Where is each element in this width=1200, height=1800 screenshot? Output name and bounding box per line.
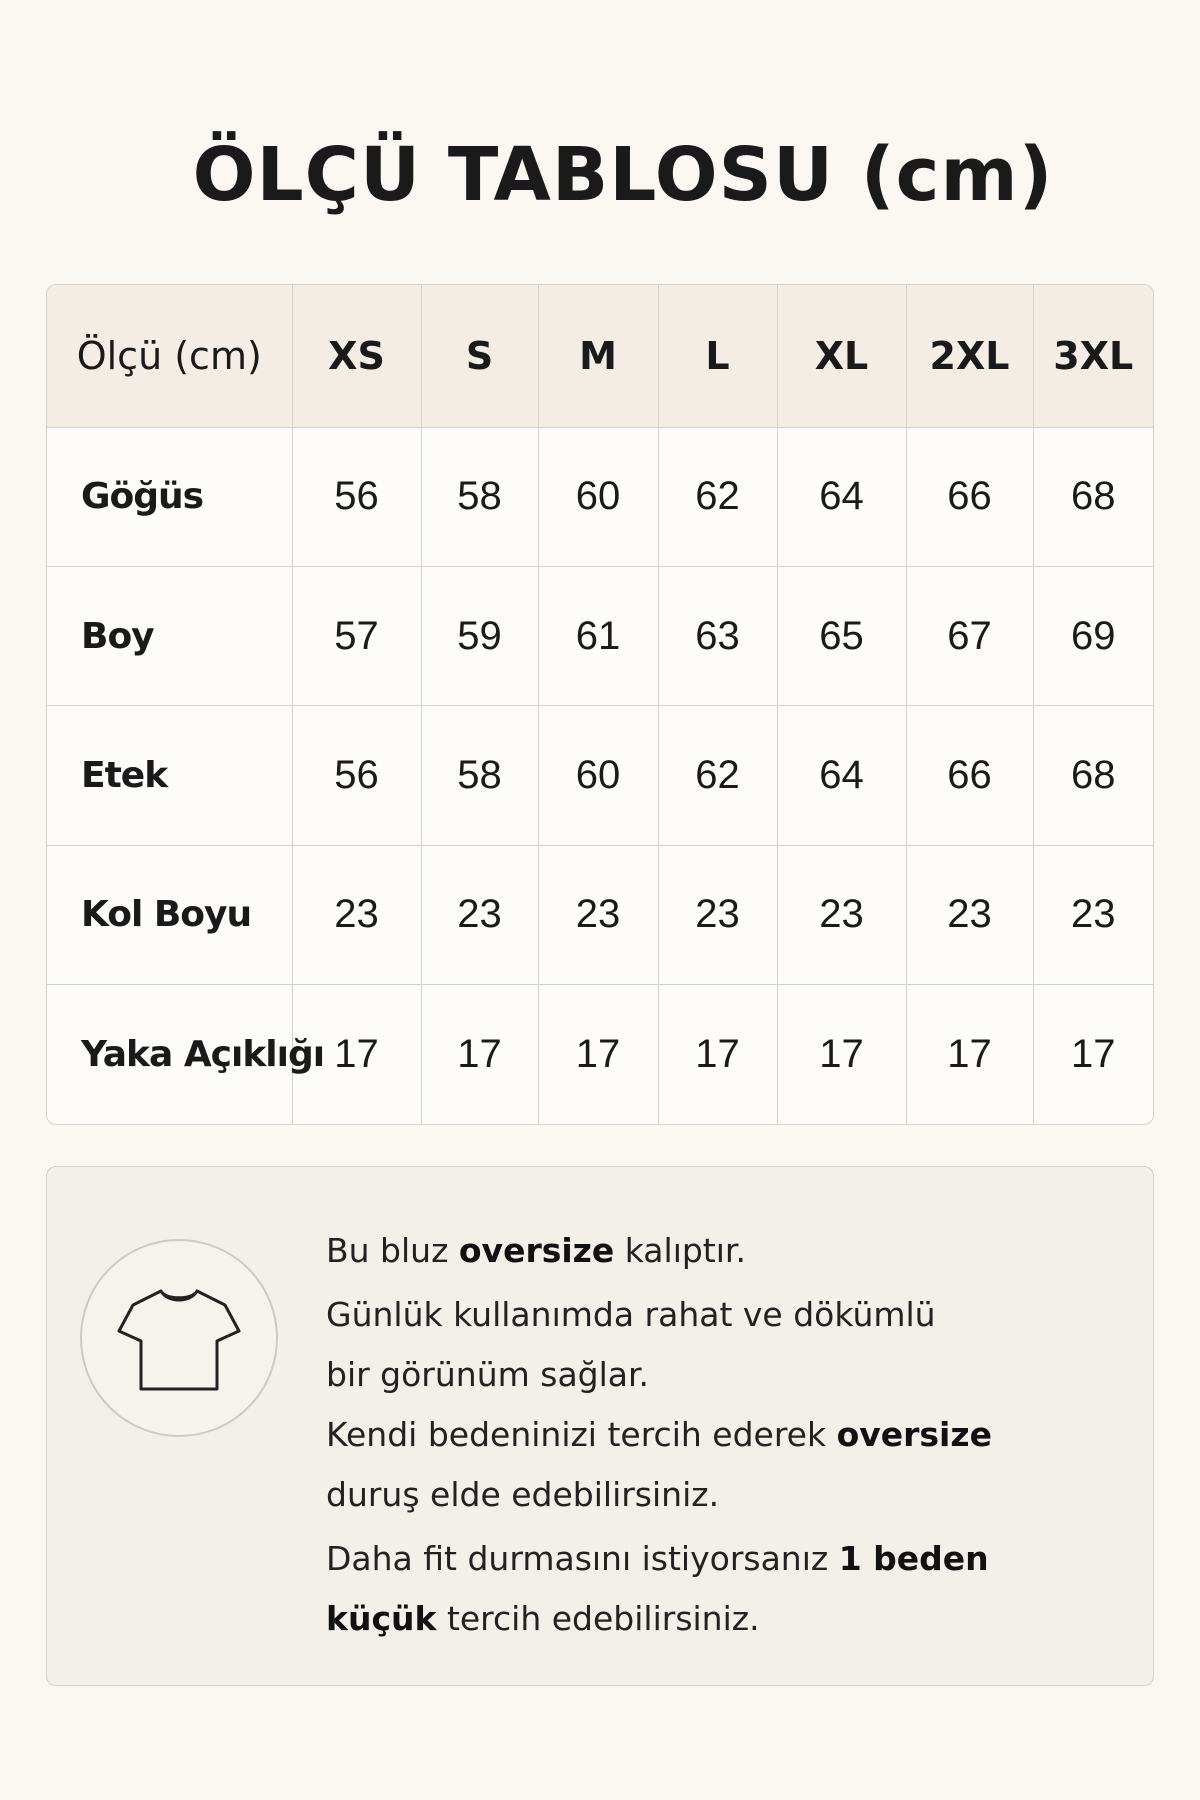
table-cell: 17 [292,985,421,1124]
row-label: Etek [47,706,292,845]
table-cell: 23 [1033,845,1153,984]
table-cell: 63 [658,566,777,705]
table-cell: 23 [538,845,658,984]
icon-badge [80,1239,278,1437]
text-span: tercih edebilirsiniz. [436,1599,760,1638]
table-cell: 17 [538,985,658,1124]
size-table [46,284,1154,1125]
table-cell: 23 [292,845,421,984]
fit-info-box [46,1166,1154,1686]
table-cell: 23 [421,845,538,984]
table-cell: 17 [421,985,538,1124]
fit-description [326,1221,1126,1649]
header-cell-size: M [538,285,658,427]
table-cell: 60 [538,706,658,845]
header-cell-size: L [658,285,777,427]
table-cell: 62 [658,706,777,845]
text-emphasis: oversize [458,1231,615,1270]
table-cell: 58 [421,706,538,845]
table-cell: 57 [292,566,421,705]
header-cell-size: XS [292,285,421,427]
table-cell: 17 [658,985,777,1124]
table-cell: 56 [292,706,421,845]
table-cell: 61 [538,566,658,705]
text-emphasis: oversize [836,1415,992,1454]
tshirt-icon [117,1283,241,1393]
table-cell: 17 [777,985,906,1124]
table-cell: 69 [1033,566,1153,705]
table-cell: 58 [421,427,538,566]
table-cell: 23 [777,845,906,984]
text-span: kalıptır. [614,1231,746,1270]
table-cell: 62 [658,427,777,566]
table-row [47,845,1153,984]
header-cell-size: XL [777,285,906,427]
table-cell: 64 [777,706,906,845]
info-line [326,1345,1126,1405]
header-row [47,285,1153,427]
header-cell-label: Ölçü (cm) [47,285,292,427]
table-cell: 68 [1033,427,1153,566]
text-span: bir görünüm sağlar. [326,1355,650,1394]
info-line [326,1405,1126,1465]
info-line [326,1285,1126,1345]
table-cell: 65 [777,566,906,705]
text-span: Bu bluz [326,1231,459,1270]
header-cell-size: S [421,285,538,427]
table-cell: 17 [1033,985,1153,1124]
header-cell-size: 2XL [906,285,1033,427]
header-cell-size: 3XL [1033,285,1153,427]
info-line [326,1529,1126,1589]
table-row [47,427,1153,566]
text-emphasis: 1 beden [838,1539,989,1578]
table-row [47,566,1153,705]
table-cell: 23 [906,845,1033,984]
table-cell: 17 [906,985,1033,1124]
table-cell: 23 [658,845,777,984]
table-cell: 59 [421,566,538,705]
table-cell: 68 [1033,706,1153,845]
table-cell: 67 [906,566,1033,705]
text-span: duruş elde edebilirsiniz. [326,1475,720,1514]
table-cell: 66 [906,706,1033,845]
row-label: Kol Boyu [47,845,292,984]
text-emphasis: küçük [326,1599,437,1638]
info-line [326,1465,1126,1525]
info-line [326,1221,1126,1281]
table-cell: 66 [906,427,1033,566]
table-cell: 60 [538,427,658,566]
table-cell: 56 [292,427,421,566]
text-span: Günlük kullanımda rahat ve dökümlü [326,1295,936,1334]
text-span: Kendi bedeninizi tercih ederek [326,1415,837,1454]
text-span: Daha fit durmasını istiyorsanız [326,1539,839,1578]
row-label: Boy [47,566,292,705]
page-title: ÖLÇÜ TABLOSU (cm) [192,132,1054,218]
table-row [47,706,1153,845]
row-label: Yaka Açıklığı [47,985,292,1124]
row-label: Göğüs [47,427,292,566]
info-line [326,1589,1126,1649]
table-row [47,985,1153,1124]
table-cell: 64 [777,427,906,566]
